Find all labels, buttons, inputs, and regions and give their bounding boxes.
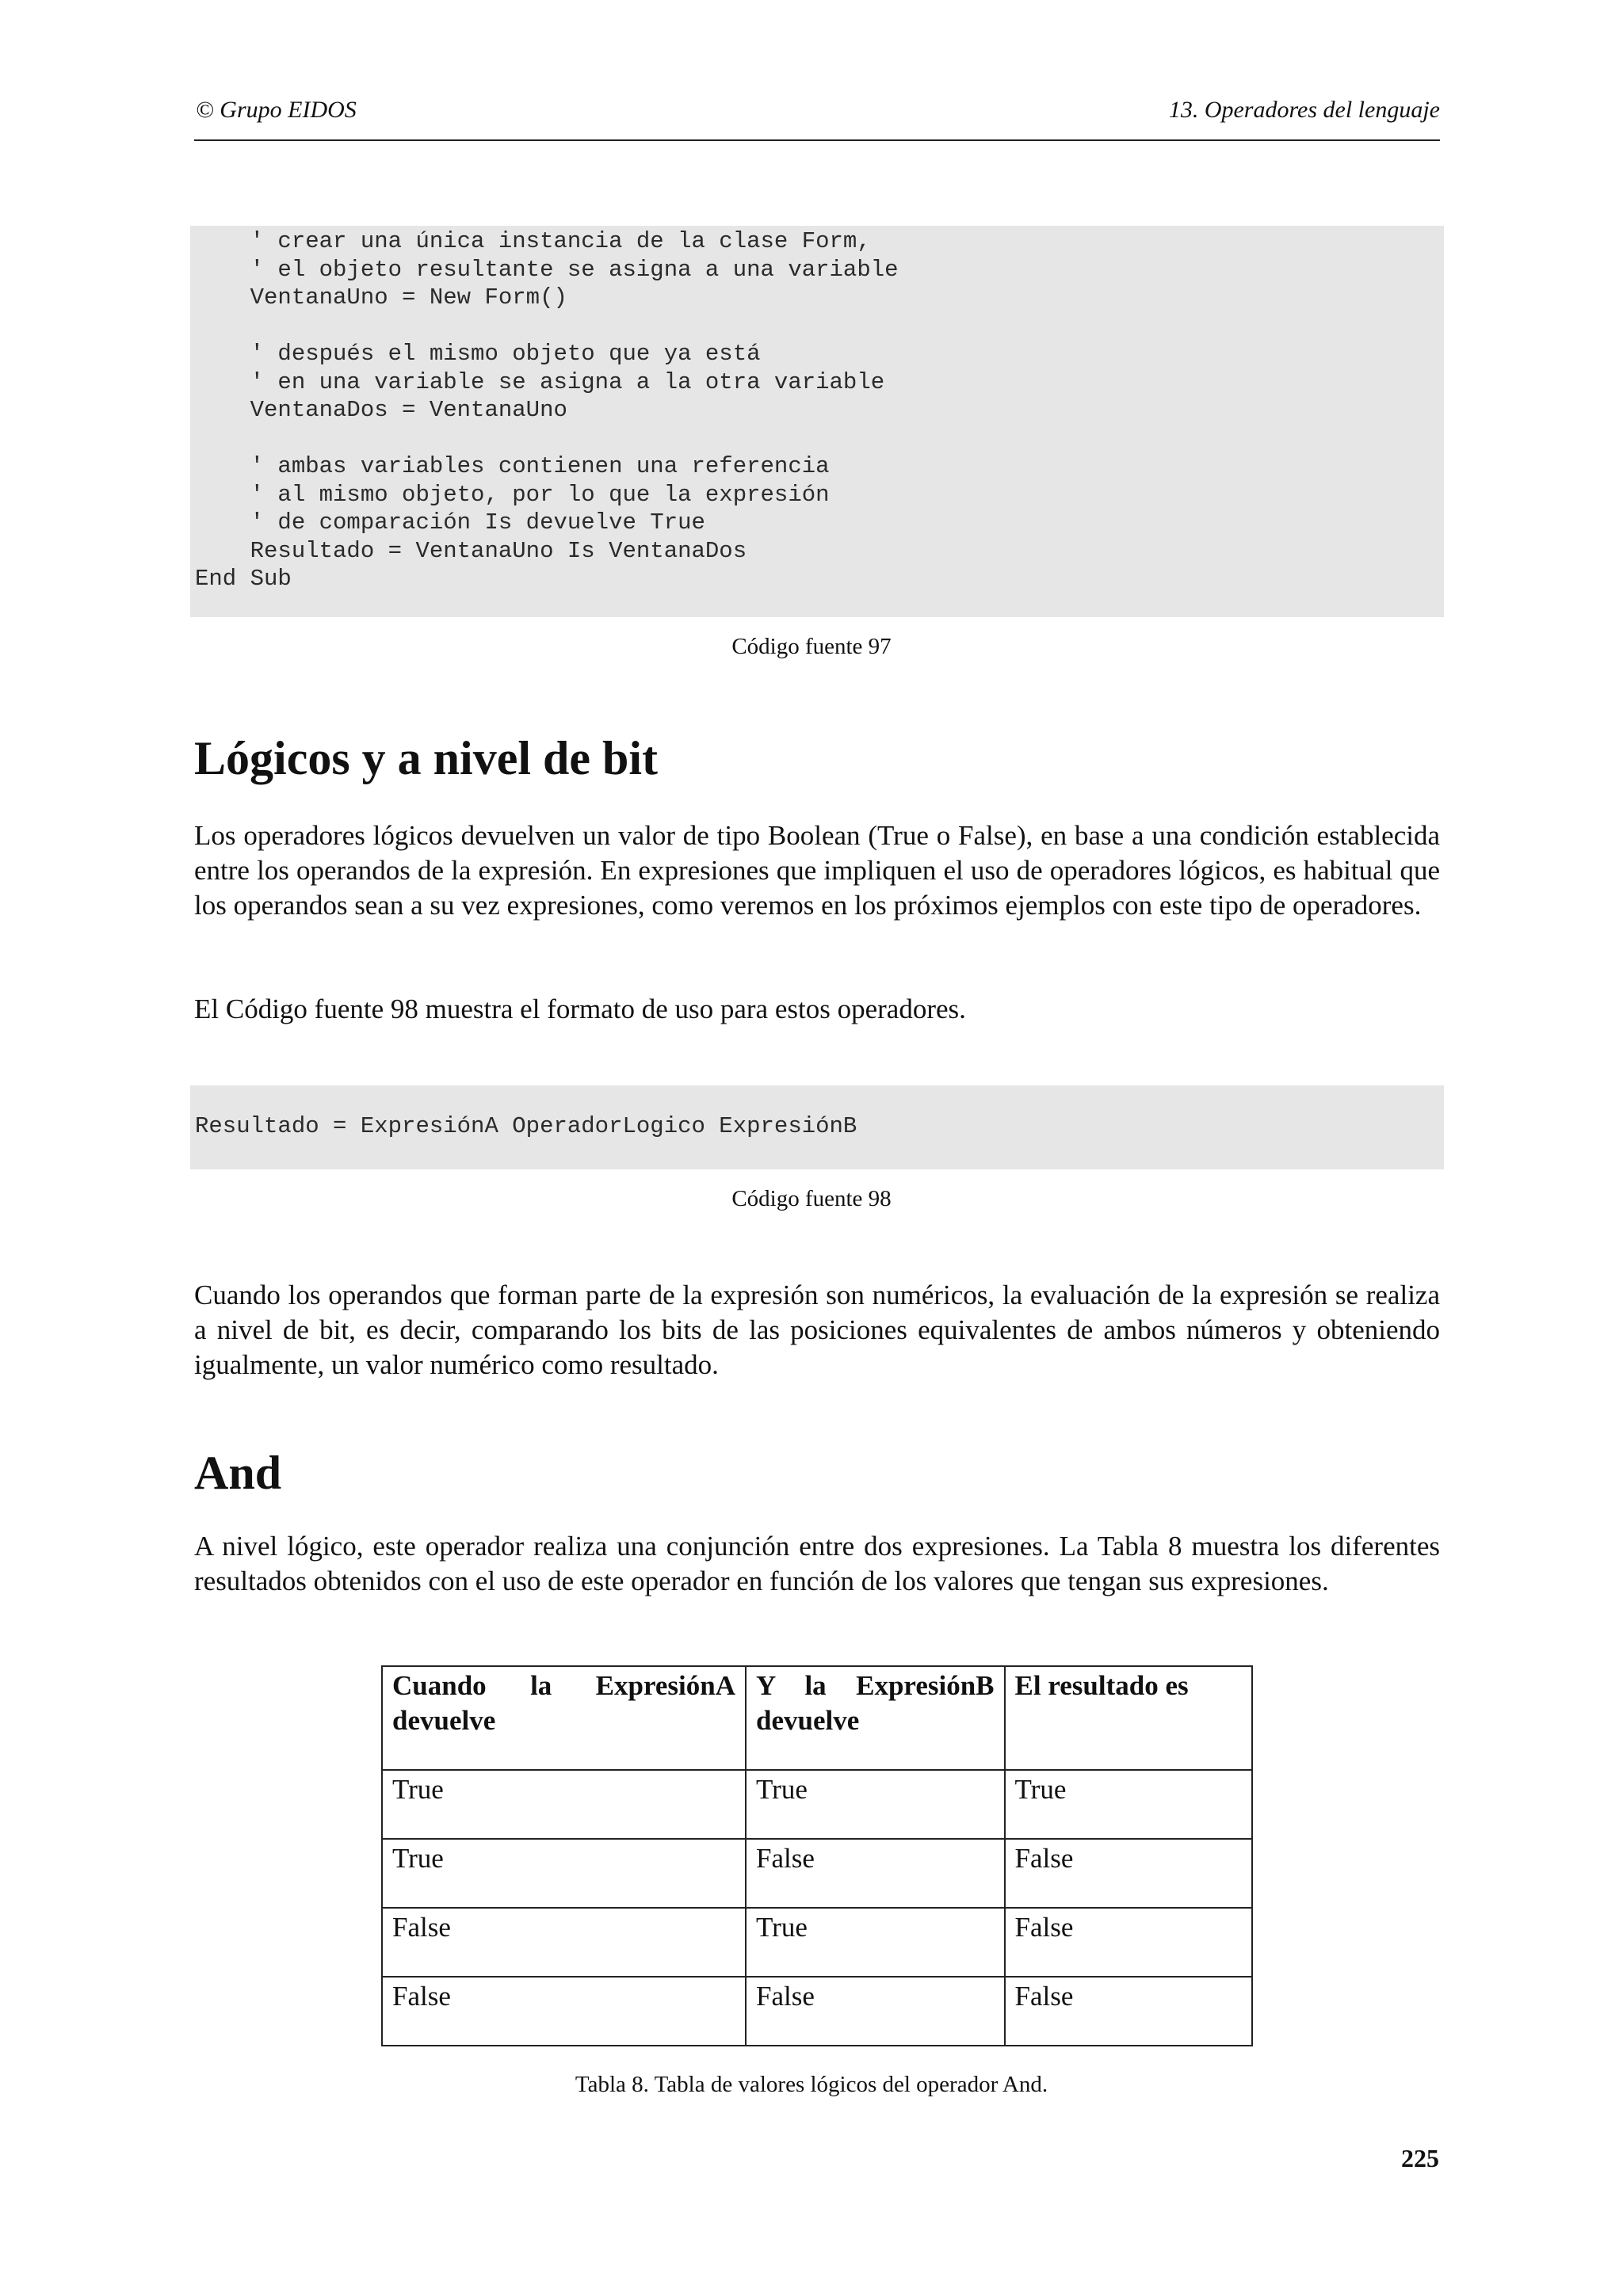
code-line: End Sub [195,566,292,592]
paragraph-logicos-intro: Los operadores lógicos devuelven un valor de tipo Boolean (True o False), en base a una condición establecida entre los operandos de la expresión. En expresiones que impliquen el uso de operadores lógicos, es habitual que los operandos sean a su vez expresiones, como veremos en los próximos ejemplos con este tipo de operadores. [194,820,1440,921]
table-cell: False [1005,1839,1252,1908]
table-header-row [382,1666,1252,1770]
code-line [195,312,1444,341]
code-block-98: Resultado = ExpresiónA OperadorLogico ExpresiónB [190,1085,1444,1169]
code-line: ' ambas variables contienen una referencia [195,453,830,479]
header-publisher: © Grupo EIDOS [196,97,357,123]
code-line: Resultado = VentanaUno Is VentanaDos [195,537,747,564]
table-row [382,1908,1252,1977]
and-truth-table [381,1665,1253,2046]
table-row [382,1770,1252,1839]
section-title-logicos: Lógicos y a nivel de bit [194,732,659,784]
table-header-expresion-b: Y la ExpresiónB devuelve [746,1666,1005,1770]
table-cell: True [382,1770,746,1839]
code-line [195,425,1444,453]
paragraph-bitwise: Cuando los operandos que forman parte de la expresión son numéricos, la evaluación de la expresión se realiza a nivel de bit, es decir, comparando los bits de las posiciones equivalentes de ambos números y obteniendo igualmente, un valor numérico como resultado. [194,1280,1440,1380]
table-row [382,1839,1252,1908]
code-caption-98: Código fuente 98 [731,1186,892,1211]
code-line: VentanaDos = VentanaUno [195,397,567,423]
code-caption-97: Código fuente 97 [731,634,892,659]
header-chapter: 13. Operadores del lenguaje [1168,97,1440,123]
code-line: ' el objeto resultante se asigna a una variable [195,256,899,283]
page-header [194,93,1440,141]
table-cell: False [382,1977,746,2046]
table-cell: True [382,1839,746,1908]
page-number: 225 [1401,2144,1439,2172]
table-row [382,1977,1252,2046]
table-cell: False [1005,1908,1252,1977]
code-line: ' al mismo objeto, por lo que la expresión [195,481,830,508]
table-cell: False [382,1908,746,1977]
section-title-and: And [194,1447,282,1499]
table-caption: Tabla 8. Tabla de valores lógicos del operador And. [575,2072,1048,2097]
code-block-97 [190,226,1444,617]
table-cell: False [1005,1977,1252,2046]
paragraph-code-reference: El Código fuente 98 muestra el formato de uso para estos operadores. [194,994,966,1024]
table-header-resultado: El resultado es [1005,1666,1252,1770]
table-cell: True [746,1770,1005,1839]
paragraph-and-intro: A nivel lógico, este operador realiza una conjunción entre dos expresiones. La Tabla 8 muestra los diferentes resultados obtenidos con el uso de este operador en función de los valores que tengan sus expresiones. [194,1531,1440,1596]
table-cell: False [746,1839,1005,1908]
table-cell: True [1005,1770,1252,1839]
code-line: ' en una variable se asigna a la otra variable [195,368,885,395]
code-line: ' crear una única instancia de la clase Form, [195,228,871,254]
code-line: ' después el mismo objeto que ya está [195,341,761,367]
code-line: ' de comparación Is devuelve True [195,509,705,536]
table-cell: False [746,1977,1005,2046]
table-cell: True [746,1908,1005,1977]
table-header-expresion-a: Cuando la ExpresiónA devuelve [382,1666,746,1770]
code-line: VentanaUno = New Form() [195,284,567,311]
